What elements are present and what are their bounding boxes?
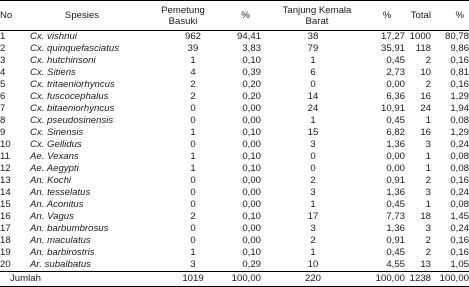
species-name: Cx. Gellidus xyxy=(30,139,82,151)
pemetung-count: 1 xyxy=(190,55,196,67)
tanjung-percent: 1,36 xyxy=(386,139,405,151)
species-name: An. tesselatus xyxy=(30,187,91,199)
tanjung-percent: 0,00 xyxy=(386,79,405,91)
total-count: 2 xyxy=(425,175,431,187)
total-count: 2 xyxy=(425,247,431,259)
total-percent: 80,78 xyxy=(444,31,469,43)
total-percent: 0,24 xyxy=(450,223,469,235)
pemetung-percent: 0,39 xyxy=(242,67,261,79)
header-pct-tanjung: % xyxy=(367,1,407,31)
species-name: Cx. vishnui xyxy=(30,31,77,43)
pemetung-percent: 0,00 xyxy=(242,223,261,235)
tanjung-percent: 35,91 xyxy=(380,43,405,55)
total-count: 2 xyxy=(425,235,431,247)
tanjung-count: 1 xyxy=(310,115,316,127)
pemetung-percent: 0,00 xyxy=(242,115,261,127)
total-count: 3 xyxy=(425,223,431,235)
tanjung-percent: 4,55 xyxy=(386,259,405,271)
table-row xyxy=(0,139,469,151)
total-percent: 0,16 xyxy=(450,175,469,187)
row-number: 3 xyxy=(0,55,6,67)
total-count: 2 xyxy=(425,55,431,67)
tanjung-percent: 0,45 xyxy=(386,199,405,211)
pemetung-percent: 3,83 xyxy=(242,43,261,55)
row-number: 15 xyxy=(0,199,11,211)
row-number: 6 xyxy=(0,91,6,103)
species-name: Cx. fuscocephalus xyxy=(30,91,109,103)
pemetung-count: 2 xyxy=(190,79,196,91)
row-number: 20 xyxy=(0,259,11,271)
pemetung-percent: 0,10 xyxy=(242,55,261,67)
species-name: Cx. Sitiens xyxy=(30,67,76,79)
total-percent: 0,81 xyxy=(450,67,469,79)
pemetung-percent: 0,10 xyxy=(242,211,261,223)
table-row xyxy=(0,67,469,79)
row-number: 16 xyxy=(0,211,11,223)
tanjung-count: 0 xyxy=(310,79,316,91)
pemetung-count: 1 xyxy=(190,247,196,259)
total-tanjung-percent: 100,00 xyxy=(367,272,407,287)
grand-total-count: 1238 xyxy=(407,272,437,287)
tanjung-count: 10 xyxy=(307,259,319,271)
tanjung-count: 3 xyxy=(310,187,316,199)
table-row xyxy=(0,127,469,139)
grand-total-percent: 100,00 xyxy=(437,272,469,287)
table-row xyxy=(0,259,469,272)
pemetung-percent: 0,10 xyxy=(242,163,261,175)
row-number: 11 xyxy=(0,151,10,163)
total-count: 118 xyxy=(415,43,431,55)
pemetung-percent: 94,41 xyxy=(236,31,261,43)
tanjung-percent: 0,45 xyxy=(386,247,405,259)
row-number: 1 xyxy=(0,31,6,43)
table-row xyxy=(0,103,469,115)
pemetung-count: 1 xyxy=(190,127,196,139)
total-percent: 0,24 xyxy=(450,139,469,151)
tanjung-percent: 10,91 xyxy=(380,103,405,115)
header-pemetung-line2: Basuki xyxy=(168,15,198,27)
tanjung-count: 1 xyxy=(310,55,316,67)
total-percent: 1,29 xyxy=(450,127,469,139)
total-count: 1 xyxy=(425,199,431,211)
total-percent: 1,45 xyxy=(450,211,469,223)
table-row xyxy=(0,175,469,187)
pemetung-count: 0 xyxy=(190,115,196,127)
header-tanjung-line1: Tanjung Kemala xyxy=(282,4,352,16)
tanjung-percent: 17,27 xyxy=(380,31,405,43)
pemetung-percent: 0,10 xyxy=(242,151,261,163)
pemetung-count: 0 xyxy=(190,223,196,235)
pemetung-percent: 0,20 xyxy=(242,91,261,103)
row-number: 7 xyxy=(0,103,6,115)
species-name: An. Vagus xyxy=(30,211,74,223)
header-no: No xyxy=(0,1,22,31)
pemetung-percent: 0,00 xyxy=(242,175,261,187)
pemetung-count: 4 xyxy=(190,67,196,79)
tanjung-count: 3 xyxy=(310,223,316,235)
row-number: 2 xyxy=(0,43,6,55)
header-row xyxy=(0,1,469,31)
tanjung-percent: 2,73 xyxy=(386,67,405,79)
species-name: Cx. pseudosinensis xyxy=(30,115,114,127)
species-name: An. Kochi xyxy=(30,175,72,187)
row-number: 12 xyxy=(0,163,11,175)
table-row xyxy=(0,247,469,259)
tanjung-percent: 0,91 xyxy=(386,175,405,187)
header-total: Total xyxy=(407,1,437,31)
total-tanjung-count: 220 xyxy=(267,272,367,287)
pemetung-count: 0 xyxy=(190,103,196,115)
tanjung-count: 1 xyxy=(310,247,316,259)
tanjung-count: 38 xyxy=(307,31,319,43)
total-percent: 9,86 xyxy=(450,43,469,55)
tanjung-count: 0 xyxy=(310,163,316,175)
tanjung-count: 3 xyxy=(310,139,316,151)
header-tanjung-kemala-barat xyxy=(267,1,367,31)
tanjung-count: 1 xyxy=(310,199,316,211)
pemetung-count: 2 xyxy=(190,91,196,103)
total-count: 2 xyxy=(425,79,431,91)
pemetung-percent: 0,29 xyxy=(242,259,261,271)
tanjung-count: 0 xyxy=(310,151,316,163)
total-count: 1 xyxy=(425,115,431,127)
tanjung-count: 2 xyxy=(310,235,316,247)
table-row xyxy=(0,187,469,199)
tanjung-count: 79 xyxy=(307,43,319,55)
row-number: 9 xyxy=(0,127,6,139)
species-name: An. maculatus xyxy=(30,235,91,247)
tanjung-percent: 0,00 xyxy=(386,163,405,175)
species-name: Cx. quinquefasciatus xyxy=(30,43,120,55)
total-count: 16 xyxy=(420,127,431,139)
total-count: 10 xyxy=(420,67,431,79)
total-percent: 0,08 xyxy=(450,151,469,163)
row-number: 18 xyxy=(0,235,11,247)
total-percent: 0,16 xyxy=(450,79,469,91)
species-name: An. barbumbrosus xyxy=(30,223,109,235)
tanjung-percent: 6,36 xyxy=(386,91,405,103)
table-row xyxy=(0,163,469,175)
table-row xyxy=(0,235,469,247)
table-row xyxy=(0,91,469,103)
row-number: 19 xyxy=(0,247,11,259)
pemetung-count: 1 xyxy=(190,151,196,163)
header-pct-total: % xyxy=(437,1,469,31)
tanjung-percent: 7,73 xyxy=(386,211,405,223)
total-count: 18 xyxy=(420,211,431,223)
total-count: 13 xyxy=(420,259,431,271)
tanjung-count: 2 xyxy=(310,175,316,187)
tanjung-percent: 1,36 xyxy=(386,223,405,235)
table-row xyxy=(0,151,469,163)
table-row xyxy=(0,79,469,91)
table-row xyxy=(0,199,469,211)
species-name: Ae. Vexans xyxy=(30,151,79,163)
species-name: Cx. bitaeniorhyncus xyxy=(30,103,115,115)
row-number: 10 xyxy=(0,139,11,151)
pemetung-percent: 0,00 xyxy=(242,187,261,199)
tanjung-count: 14 xyxy=(307,91,319,103)
total-count: 1 xyxy=(425,163,431,175)
total-percent: 0,16 xyxy=(450,55,469,67)
total-count: 24 xyxy=(420,103,431,115)
table-header xyxy=(0,1,469,31)
tanjung-count: 15 xyxy=(307,127,319,139)
header-pemetung-line1: Pemetung xyxy=(161,4,205,16)
pemetung-count: 0 xyxy=(190,235,196,247)
pemetung-count: 0 xyxy=(190,199,196,211)
total-percent: 0,16 xyxy=(450,247,469,259)
row-number: 14 xyxy=(0,187,11,199)
total-label: Jumlah xyxy=(0,272,142,287)
total-percent: 0,08 xyxy=(450,163,469,175)
header-pct-pemetung: % xyxy=(224,1,267,31)
table-body xyxy=(0,31,469,287)
species-name: Cx. hutchinsoni xyxy=(30,55,96,67)
pemetung-count: 0 xyxy=(190,187,196,199)
tanjung-count: 24 xyxy=(307,103,319,115)
pemetung-percent: 0,00 xyxy=(242,103,261,115)
tanjung-percent: 1,36 xyxy=(386,187,405,199)
total-count: 1000 xyxy=(409,31,431,43)
pemetung-count: 962 xyxy=(184,31,201,43)
tanjung-percent: 0,91 xyxy=(386,235,405,247)
row-number: 8 xyxy=(0,115,6,127)
total-row xyxy=(0,272,469,287)
tanjung-count: 17 xyxy=(307,211,319,223)
tanjung-percent: 0,45 xyxy=(386,115,405,127)
pemetung-percent: 0,10 xyxy=(242,247,261,259)
row-number: 5 xyxy=(0,79,6,91)
total-count: 3 xyxy=(425,187,431,199)
tanjung-percent: 0,45 xyxy=(386,55,405,67)
pemetung-count: 2 xyxy=(190,211,196,223)
tanjung-percent: 0,00 xyxy=(386,151,405,163)
total-percent: 0,24 xyxy=(450,187,469,199)
pemetung-count: 0 xyxy=(190,139,196,151)
species-name: Ar. subalbatus xyxy=(30,259,91,271)
row-number: 4 xyxy=(0,67,6,79)
table-row xyxy=(0,223,469,235)
pemetung-count: 0 xyxy=(190,175,196,187)
total-count: 3 xyxy=(425,139,431,151)
total-percent: 0,08 xyxy=(450,115,469,127)
total-percent: 0,16 xyxy=(450,235,469,247)
table-row xyxy=(0,43,469,55)
total-count: 1 xyxy=(425,151,431,163)
total-percent: 1,29 xyxy=(450,91,469,103)
table-row xyxy=(0,115,469,127)
pemetung-percent: 0,00 xyxy=(242,235,261,247)
table-row xyxy=(0,31,469,44)
header-tanjung-line2: Barat xyxy=(305,15,329,27)
table-row xyxy=(0,211,469,223)
row-number: 17 xyxy=(0,223,11,235)
pemetung-percent: 0,00 xyxy=(242,139,261,151)
species-name: An. Aconitus xyxy=(30,199,84,211)
species-name: Ae. Aegypti xyxy=(30,163,79,175)
pemetung-percent: 0,10 xyxy=(242,127,261,139)
total-percent: 1,94 xyxy=(450,103,469,115)
species-name: An. barbirostris xyxy=(30,247,95,259)
species-name: Cx. tritaeniorhyncus xyxy=(30,79,115,91)
total-pemetung-count: 1019 xyxy=(142,272,224,287)
total-pemetung-percent: 100,00 xyxy=(224,272,267,287)
pemetung-percent: 0,20 xyxy=(242,79,261,91)
tanjung-percent: 6,82 xyxy=(386,127,405,139)
row-number: 13 xyxy=(0,175,11,187)
pemetung-count: 39 xyxy=(187,43,199,55)
species-name: Cx. Sinensis xyxy=(30,127,84,139)
pemetung-count: 3 xyxy=(190,259,196,271)
pemetung-percent: 0,00 xyxy=(242,199,261,211)
pemetung-count: 1 xyxy=(190,163,196,175)
total-count: 16 xyxy=(420,91,431,103)
total-percent: 1,05 xyxy=(450,259,469,271)
tanjung-count: 6 xyxy=(310,67,316,79)
header-species: Spesies xyxy=(22,1,142,31)
header-pemetung-basuki xyxy=(142,1,224,31)
table-row xyxy=(0,55,469,67)
total-percent: 0,08 xyxy=(450,199,469,211)
